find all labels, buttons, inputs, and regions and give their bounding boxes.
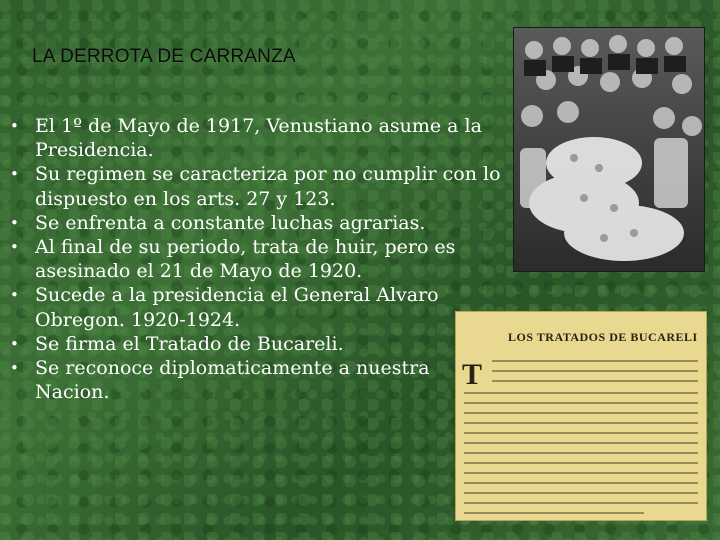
bullet-text: El 1º de Mayo de 1917, Venustiano asume a la Presidencia. <box>35 115 482 162</box>
document-text-line <box>464 492 698 494</box>
document-heading: LOS TRATADOS DE BUCARELI <box>508 330 698 344</box>
document-drop-cap: T <box>462 358 483 391</box>
bullet-item <box>10 332 505 356</box>
bullet-text: Se firma el Tratado de Bucareli. <box>35 332 344 355</box>
document-text-line <box>492 380 698 382</box>
document-text-line <box>464 472 698 474</box>
bullet-list <box>10 114 505 404</box>
bullet-icon: • <box>10 117 19 135</box>
document-text-line <box>464 482 698 484</box>
bullet-icon: • <box>10 359 19 378</box>
bullet-text: Al final de su periodo, trata de huir, pero es asesinado el 21 de Mayo de 1920. <box>35 236 456 283</box>
bullet-text: Se reconoce diplomaticamente a nuestra Nacion. <box>35 357 430 404</box>
bullet-item <box>10 211 505 235</box>
bullet-item <box>10 162 505 210</box>
document-text-line <box>492 360 698 362</box>
slide-title: LA DERROTA DE CARRANZA <box>32 46 296 67</box>
document-text-line <box>464 512 644 514</box>
bullet-item <box>10 356 505 404</box>
bullet-text: Se enfrenta a constante luchas agrarias. <box>35 211 426 234</box>
bullet-icon: • <box>10 238 19 257</box>
document-text-line <box>464 422 698 424</box>
document-text-line <box>464 432 698 434</box>
document-text-line <box>492 370 698 372</box>
bullet-text: Sucede a la presidencia el General Alvaro Obregon. 1920-1924. <box>35 284 439 331</box>
document-text-line <box>464 402 698 404</box>
historical-photo <box>513 27 705 272</box>
document-text-line <box>464 442 698 444</box>
document-text-line <box>464 412 698 414</box>
bullet-item <box>10 235 505 283</box>
document-text-line <box>464 452 698 454</box>
bullet-text: Su regimen se caracteriza por no cumplir con lo dispuesto en los arts. 27 y 123. <box>35 163 501 210</box>
document-clipping <box>455 311 707 521</box>
document-text-line <box>464 462 698 464</box>
bullet-icon: • <box>10 213 19 232</box>
bullet-item <box>10 283 505 331</box>
bullet-icon: • <box>10 286 19 305</box>
bullet-icon: • <box>10 165 19 184</box>
bullet-item <box>10 114 505 162</box>
crowd-photo-illustration <box>514 28 704 271</box>
document-text-line <box>464 502 698 504</box>
bullet-icon: • <box>10 334 19 353</box>
document-text-line <box>464 392 698 394</box>
